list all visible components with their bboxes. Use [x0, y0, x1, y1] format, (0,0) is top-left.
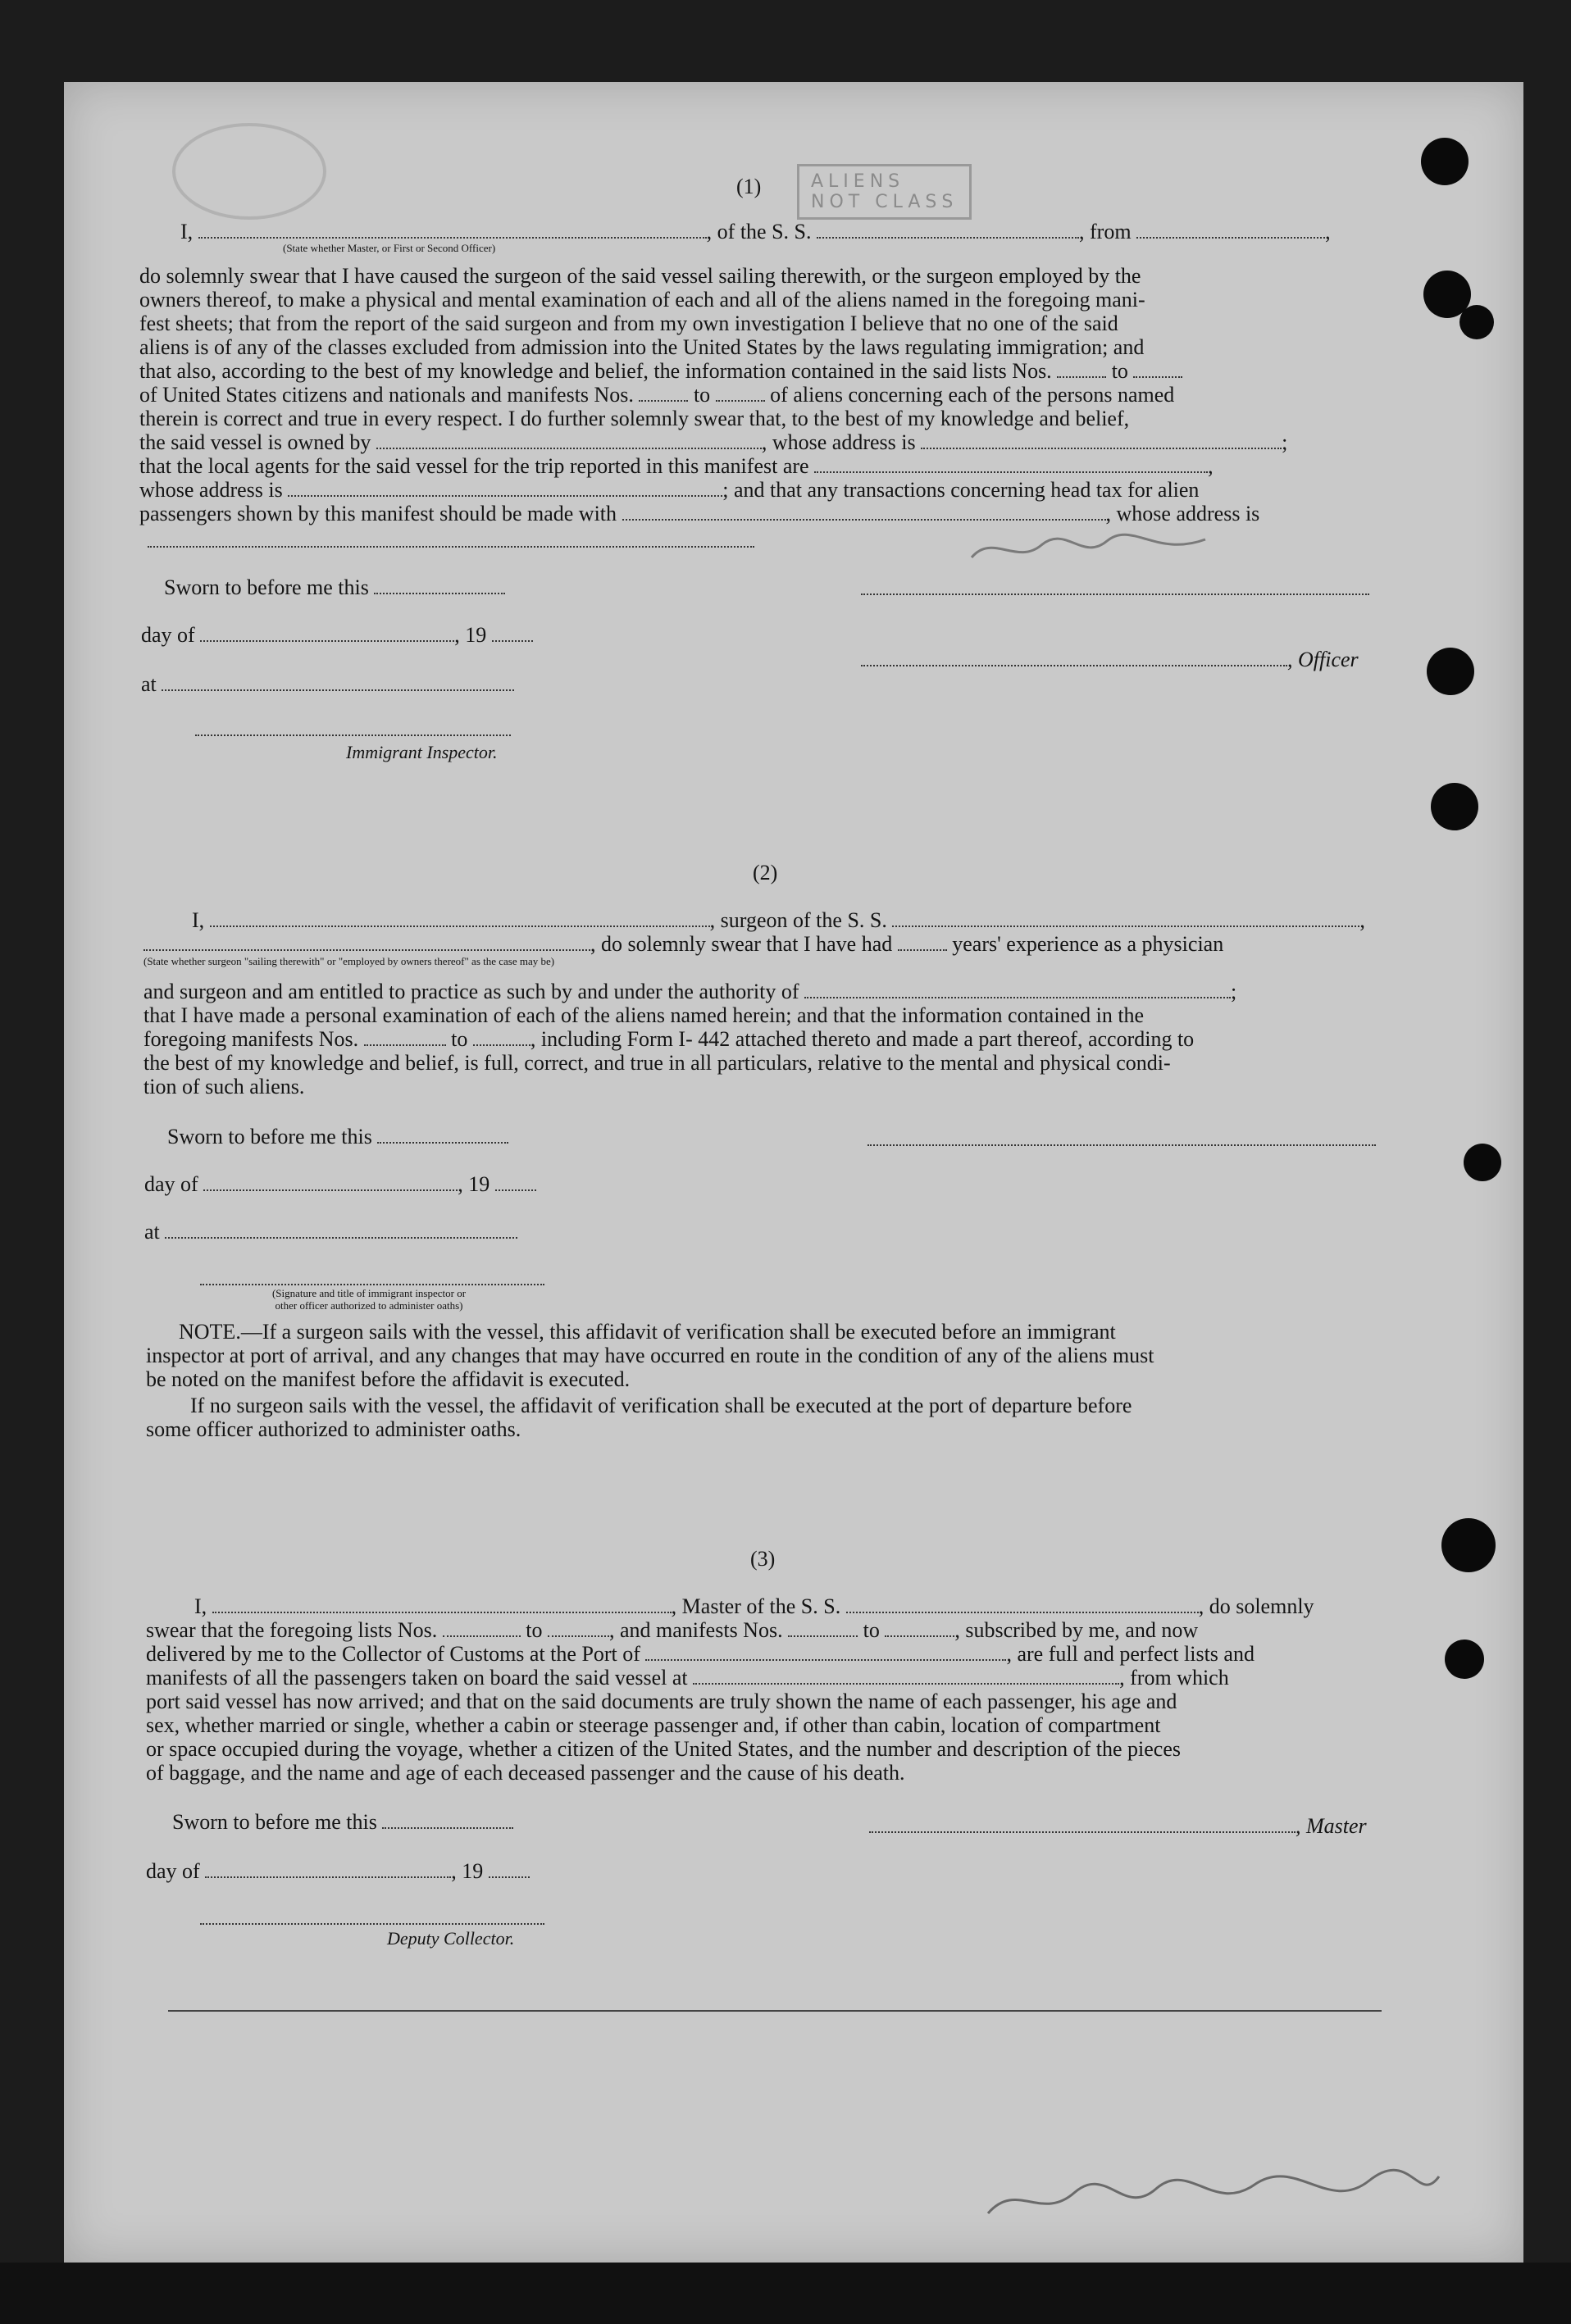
binder-hole	[1441, 1518, 1496, 1572]
s3-day-of: day of , 19	[146, 1859, 530, 1884]
master-signature-field[interactable]	[869, 1815, 1296, 1833]
s2-line-5: foregoing manifests Nos. to , including Form I- 442 attached thereto and made a part thereof, according to	[143, 1027, 1195, 1051]
binder-hole	[1464, 1144, 1501, 1181]
port-of-arrival-field[interactable]	[645, 1643, 1006, 1661]
s1-sworn: Sworn to before me this	[164, 575, 505, 600]
lists-to-field[interactable]	[1133, 360, 1182, 378]
inspector-signature-line[interactable]	[195, 734, 511, 736]
s3-month-field[interactable]	[205, 1860, 451, 1878]
s3-manifests-from-field[interactable]	[788, 1619, 858, 1637]
s3-body-line: of baggage, and the name and age of each deceased passenger and the cause of his death.	[146, 1761, 905, 1785]
bleed-through-circle	[172, 123, 326, 220]
s2-line-3: and surgeon and am entitled to practice as such by and under the authority of ;	[143, 980, 1237, 1003]
binder-hole	[1421, 138, 1469, 185]
master-name-field[interactable]	[212, 1595, 672, 1613]
s2-officer-signature-line[interactable]	[200, 1284, 544, 1285]
s3-lists-from-field[interactable]	[443, 1619, 521, 1637]
manifests-from-field[interactable]	[639, 384, 688, 402]
s3-body-line: or space occupied during the voyage, whether a citizen of the United States, and the number and description of the pieces	[146, 1737, 1182, 1761]
s1-para-line: aliens is of any of the classes excluded from admission into the United States by the laws regulating immigration; and	[139, 335, 1145, 359]
from-port-field[interactable]	[1136, 221, 1325, 239]
scan-edge	[0, 2263, 1571, 2324]
s2-sworn-day-field[interactable]	[377, 1126, 508, 1144]
s2-line-4: that I have made a personal examination of each of the aliens named herein; and that the information contained in the	[143, 1003, 1145, 1027]
local-agents-field[interactable]	[814, 455, 1208, 473]
head-tax-agent-field[interactable]	[622, 503, 1106, 521]
s3-body-line: port said vessel has now arrived; and that on the said documents are truly shown the name of each passenger, his age and	[146, 1690, 1177, 1713]
handwritten-scrawl	[984, 2164, 1443, 2230]
authority-field[interactable]	[804, 980, 1231, 998]
s1-year-field[interactable]	[492, 624, 533, 642]
s2-sworn: Sworn to before me this	[167, 1125, 508, 1149]
s1-sworn-day-field[interactable]	[374, 576, 505, 594]
s2-caption: (State whether surgeon "sailing therewith" or "employed by owners thereof" as the case may be)	[143, 955, 555, 967]
head-tax-address-line[interactable]	[148, 546, 754, 548]
ship-name-field[interactable]	[817, 221, 1079, 239]
s1-line-7: therein is correct and true in every respect. I do further solemnly swear that, to the best of my knowledge and belief,	[139, 407, 1130, 430]
binder-hole	[1427, 648, 1474, 695]
s1-para-line: fest sheets; that from the report of the said surgeon and from my own investigation I believe that no one of the said	[139, 312, 1118, 335]
s2-signature-caption: (Signature and title of immigrant inspector or other officer authorized to administer oaths)	[271, 1287, 467, 1312]
owner-field[interactable]	[376, 431, 762, 449]
binder-hole	[1445, 1640, 1484, 1679]
s1-line-5: that also, according to the best of my knowledge and belief, the information contained in the said lists Nos. to	[139, 359, 1182, 384]
s2-note-line: NOTE.—If a surgeon sails with the vessel, this affidavit of verification shall be executed before an immigrant	[179, 1320, 1116, 1344]
s2-day-of: day of , 19	[144, 1172, 536, 1197]
s2-manifests-to-field[interactable]	[473, 1028, 530, 1046]
immigrant-inspector-label: Immigrant Inspector.	[346, 742, 498, 762]
s1-month-field[interactable]	[200, 624, 454, 642]
lists-from-field[interactable]	[1057, 360, 1106, 378]
s3-sworn-day-field[interactable]	[382, 1811, 513, 1829]
s1-line-8: the said vessel is owned by , whose address is ;	[139, 430, 1288, 454]
s2-note-line: be noted on the manifest before the affidavit is executed.	[146, 1367, 631, 1391]
s1-at-field[interactable]	[162, 673, 514, 691]
surgeon-signature-line[interactable]	[867, 1144, 1376, 1146]
s3-line-2: swear that the foregoing lists Nos. to , and manifests Nos. to , subscribed by me, and now	[146, 1618, 1199, 1642]
officer-title-field[interactable]	[198, 221, 707, 239]
s2-ship-field[interactable]	[892, 909, 1359, 927]
s3-sworn: Sworn to before me this	[172, 1810, 513, 1835]
s3-line-3: delivered by me to the Collector of Customs at the Port of , are full and perfect lists and	[146, 1642, 1255, 1666]
officer-name-field[interactable]	[861, 648, 1287, 666]
s3-body-line: sex, whether married or single, whether a cabin or steerage passenger and, if other than cabin, location of compartment	[146, 1713, 1161, 1737]
s1-line-1: I, , of the S. S. , from ,	[180, 220, 1331, 243]
section-2-number: (2)	[753, 861, 778, 885]
owner-address-field[interactable]	[921, 431, 1282, 449]
s1-officer-line: , Officer	[861, 648, 1359, 672]
bottom-rule	[168, 2010, 1382, 2012]
binder-hole	[1459, 305, 1494, 339]
s2-month-field[interactable]	[203, 1173, 458, 1191]
s1-line-9: that the local agents for the said vessel for the trip reported in this manifest are ,	[139, 454, 1214, 478]
collector-signature-line[interactable]	[200, 1923, 544, 1925]
handwritten-scrawl	[968, 525, 1214, 574]
s2-note2-line: If no surgeon sails with the vessel, the affidavit of verification shall be executed at the port of departure before	[190, 1394, 1132, 1417]
s2-note-line: inspector at port of arrival, and any changes that may have occurred en route in the condition of any of the aliens must	[146, 1344, 1154, 1367]
s3-line-1: I, , Master of the S. S. , do solemnly	[194, 1594, 1314, 1618]
s3-lists-to-field[interactable]	[548, 1619, 609, 1637]
s2-at-field[interactable]	[165, 1221, 517, 1239]
s2-year-field[interactable]	[495, 1173, 536, 1191]
s1-para-line: do solemnly swear that I have caused the surgeon of the said vessel sailing therewith, or the surgeon employed by the	[139, 264, 1141, 288]
s3-line-4: manifests of all the passengers taken on board the said vessel at , from which	[146, 1666, 1229, 1690]
s2-line-7: tion of such aliens.	[143, 1075, 305, 1098]
officer-signature-line[interactable]	[861, 594, 1369, 595]
s1-para-line: owners thereof, to make a physical and mental examination of each and all of the aliens named in the foregoing mani-	[139, 288, 1145, 312]
binder-hole	[1431, 783, 1478, 830]
surgeon-status-field[interactable]	[143, 933, 590, 951]
agents-address-field[interactable]	[288, 479, 722, 497]
s1-line-11: passengers shown by this manifest should be made with , whose address is	[139, 502, 1260, 525]
aliens-stamp: ALIENS NOT CLASS	[797, 164, 972, 220]
deputy-collector-label: Deputy Collector.	[387, 1928, 515, 1949]
s3-manifests-to-field[interactable]	[885, 1619, 954, 1637]
section-1-number: (1)	[736, 175, 762, 198]
s2-note2-line: some officer authorized to administer oaths.	[146, 1417, 521, 1441]
section-3-number: (3)	[750, 1547, 776, 1571]
years-experience-field[interactable]	[898, 933, 947, 951]
s1-line-6: of United States citizens and nationals and manifests Nos. to of aliens concerning each of the persons named	[139, 383, 1175, 407]
s1-at: at	[141, 672, 514, 697]
manifests-to-field[interactable]	[716, 384, 765, 402]
s3-ship-field[interactable]	[846, 1595, 1199, 1613]
s3-master-line: , Master	[869, 1814, 1367, 1839]
s1-line-10: whose address is ; and that any transactions concerning head tax for alien	[139, 478, 1200, 502]
surgeon-name-field[interactable]	[210, 909, 710, 927]
s2-line-1: I, , surgeon of the S. S. ,	[192, 908, 1365, 932]
s2-manifests-from-field[interactable]	[364, 1028, 446, 1046]
port-of-departure-field[interactable]	[693, 1667, 1119, 1685]
s3-year-field[interactable]	[489, 1860, 530, 1878]
s1-caption: (State whether Master, or First or Second Officer)	[283, 242, 496, 254]
s1-day-of: day of , 19	[141, 623, 533, 648]
s2-line-6: the best of my knowledge and belief, is full, correct, and true in all particulars, relative to the mental and physical condi-	[143, 1051, 1171, 1075]
s2-at: at	[144, 1220, 517, 1244]
s2-line-2: , do solemnly swear that I have had years' experience as a physician	[143, 932, 1223, 957]
